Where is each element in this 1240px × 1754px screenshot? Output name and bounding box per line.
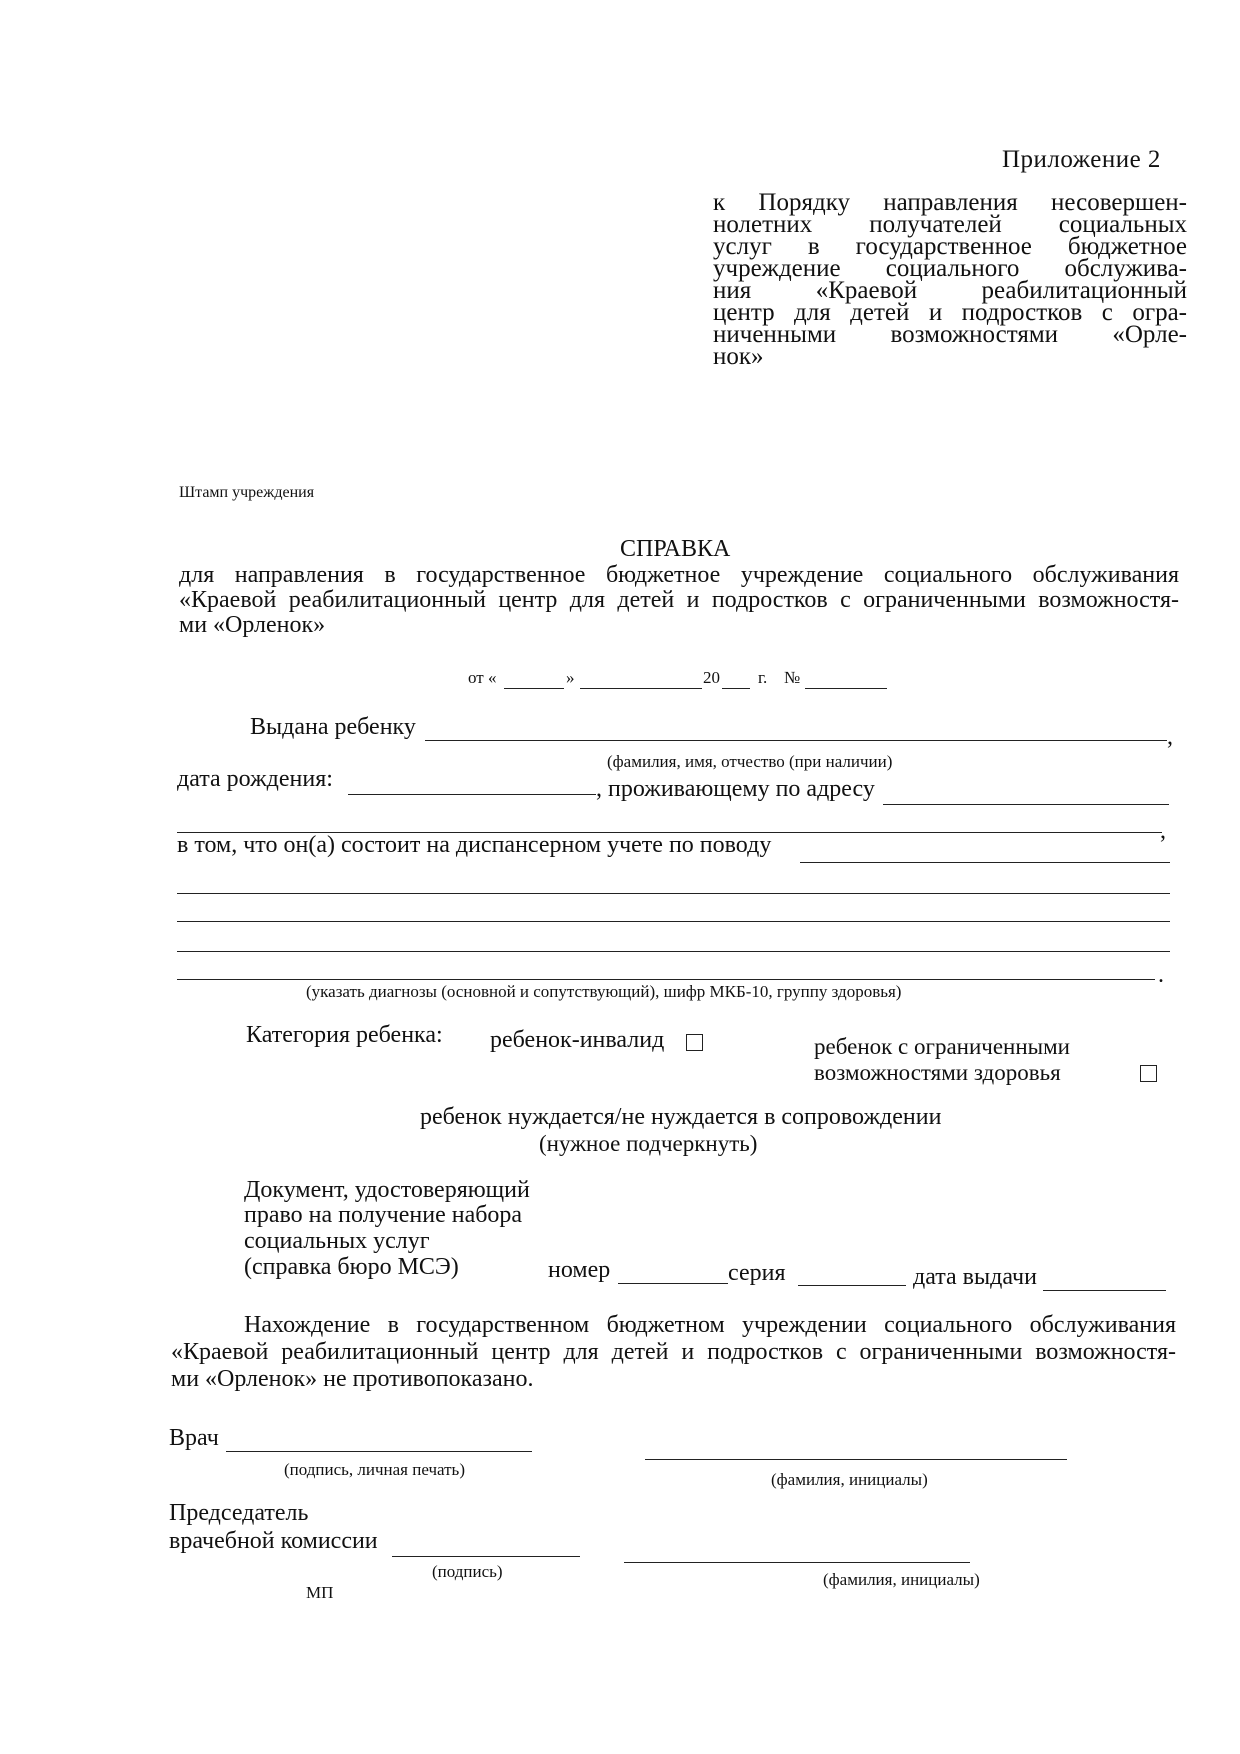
conclusion-line: «Краевой реабилитационный центр для детей и подростков с ограниченными возможностя- <box>171 1339 1176 1365</box>
document-number-field[interactable] <box>805 688 887 689</box>
category-limited-label-line2: возможностями здоровья <box>814 1060 1061 1085</box>
date-year-suffix: г. <box>758 668 768 687</box>
diagnosis-field[interactable] <box>800 862 1170 863</box>
conclusion-line: Нахождение в государственном бюджетном учреждении социального обслуживания <box>244 1312 1176 1338</box>
identity-series-field[interactable] <box>798 1285 906 1286</box>
identity-series-label: серия <box>728 1260 786 1286</box>
conclusion-line: ми «Орленок» не противопоказано. <box>171 1366 534 1392</box>
period: . <box>1158 962 1164 988</box>
intro-line: «Краевой реабилитационный центр для детей и подростков с ограниченными возможностя- <box>179 587 1179 613</box>
issued-to-label: Выдана ребенку <box>250 714 416 740</box>
doctor-label: Врач <box>169 1425 219 1451</box>
date-month-field[interactable] <box>580 688 702 689</box>
escort-hint: (нужное подчеркнуть) <box>539 1131 758 1156</box>
doctor-name-hint: (фамилия, инициалы) <box>771 1470 928 1489</box>
date-year-prefix: 20 <box>703 668 720 687</box>
intro-line: ми «Орленок» <box>179 612 326 638</box>
chair-signature-hint: (подпись) <box>432 1562 503 1581</box>
comma: , <box>1167 724 1173 750</box>
date-day-field[interactable] <box>504 688 564 689</box>
conclusion-paragraph <box>171 1312 1176 1393</box>
identity-issue-date-field[interactable] <box>1043 1290 1166 1291</box>
address-field[interactable] <box>883 804 1169 805</box>
chair-name-hint: (фамилия, инициалы) <box>823 1570 980 1589</box>
chair-label-line2: врачебной комиссии <box>169 1528 378 1554</box>
date-year-field[interactable] <box>722 688 750 689</box>
diagnosis-field-line-2[interactable] <box>177 893 1170 894</box>
category-disabled-checkbox[interactable] <box>686 1034 703 1051</box>
identity-number-label: номер <box>548 1257 611 1283</box>
diagnosis-field-line-4[interactable] <box>177 951 1170 952</box>
appendix-line: ниченными возможностями «Орле- <box>713 321 1187 348</box>
document-intro <box>179 562 1179 637</box>
diagnosis-hint: (указать диагнозы (основной и сопутствующий), шифр МКБ-10, группу здоровья) <box>306 982 902 1001</box>
residing-label: , проживающему по адресу <box>596 776 875 802</box>
appendix-line: нолетних получателей социальных <box>713 211 1187 238</box>
category-limited-label-line1: ребенок с ограниченными <box>814 1034 1070 1059</box>
number-sign: № <box>784 668 801 687</box>
date-prefix: от « <box>468 668 497 687</box>
document-title: СПРАВКА <box>620 536 731 562</box>
chair-name-field[interactable] <box>624 1562 970 1563</box>
category-label: Категория ребенка: <box>246 1022 443 1048</box>
identity-doc-line: (справка бюро МСЭ) <box>244 1254 459 1280</box>
appendix-line: нок» <box>713 343 764 370</box>
appendix-line: ния «Краевой реабилитационный <box>713 277 1187 304</box>
identity-doc-line: право на получение набора <box>244 1202 523 1228</box>
birth-date-label: дата рождения: <box>177 766 333 792</box>
appendix-reference <box>713 189 1187 370</box>
appendix-line: учреждение социального обслужива- <box>713 255 1187 282</box>
stamp-label: Штамп учреждения <box>179 484 315 501</box>
child-name-field[interactable] <box>425 740 1167 741</box>
identity-number-field[interactable] <box>618 1283 728 1284</box>
diagnosis-field-line-3[interactable] <box>177 921 1170 922</box>
identity-doc-line: социальных услуг <box>244 1228 430 1254</box>
date-mid: » <box>566 668 575 687</box>
doctor-signature-field[interactable] <box>226 1451 532 1452</box>
identity-issue-date-label: дата выдачи <box>913 1264 1037 1290</box>
doctor-name-field[interactable] <box>645 1459 1067 1460</box>
identity-doc-line: Документ, удостоверяющий <box>244 1177 530 1203</box>
comma: , <box>1160 818 1166 844</box>
diagnosis-field-line-5[interactable] <box>177 979 1155 980</box>
escort-text: ребенок нуждается/не нуждается в сопровождении <box>420 1104 942 1130</box>
appendix-line: к Порядку направления несовершен- <box>713 189 1187 216</box>
appendix-line: услуг в государственное бюджетное <box>713 233 1187 260</box>
registered-label: в том, что он(а) состоит на диспансерном учете по поводу <box>177 832 772 858</box>
doctor-signature-hint: (подпись, личная печать) <box>284 1460 465 1479</box>
category-disabled-label: ребенок-инвалид <box>490 1027 665 1053</box>
seal-label: МП <box>306 1583 334 1602</box>
name-hint: (фамилия, имя, отчество (при наличии) <box>607 752 893 771</box>
chair-signature-field[interactable] <box>392 1556 580 1557</box>
appendix-title: Приложение 2 <box>1002 146 1161 173</box>
intro-line: для направления в государственное бюджетное учреждение социального обслуживания <box>179 562 1179 588</box>
birth-date-field[interactable] <box>348 794 596 795</box>
category-limited-checkbox[interactable] <box>1140 1065 1157 1082</box>
appendix-line: центр для детей и подростков с огра- <box>713 299 1187 326</box>
chair-label-line1: Председатель <box>169 1500 309 1526</box>
